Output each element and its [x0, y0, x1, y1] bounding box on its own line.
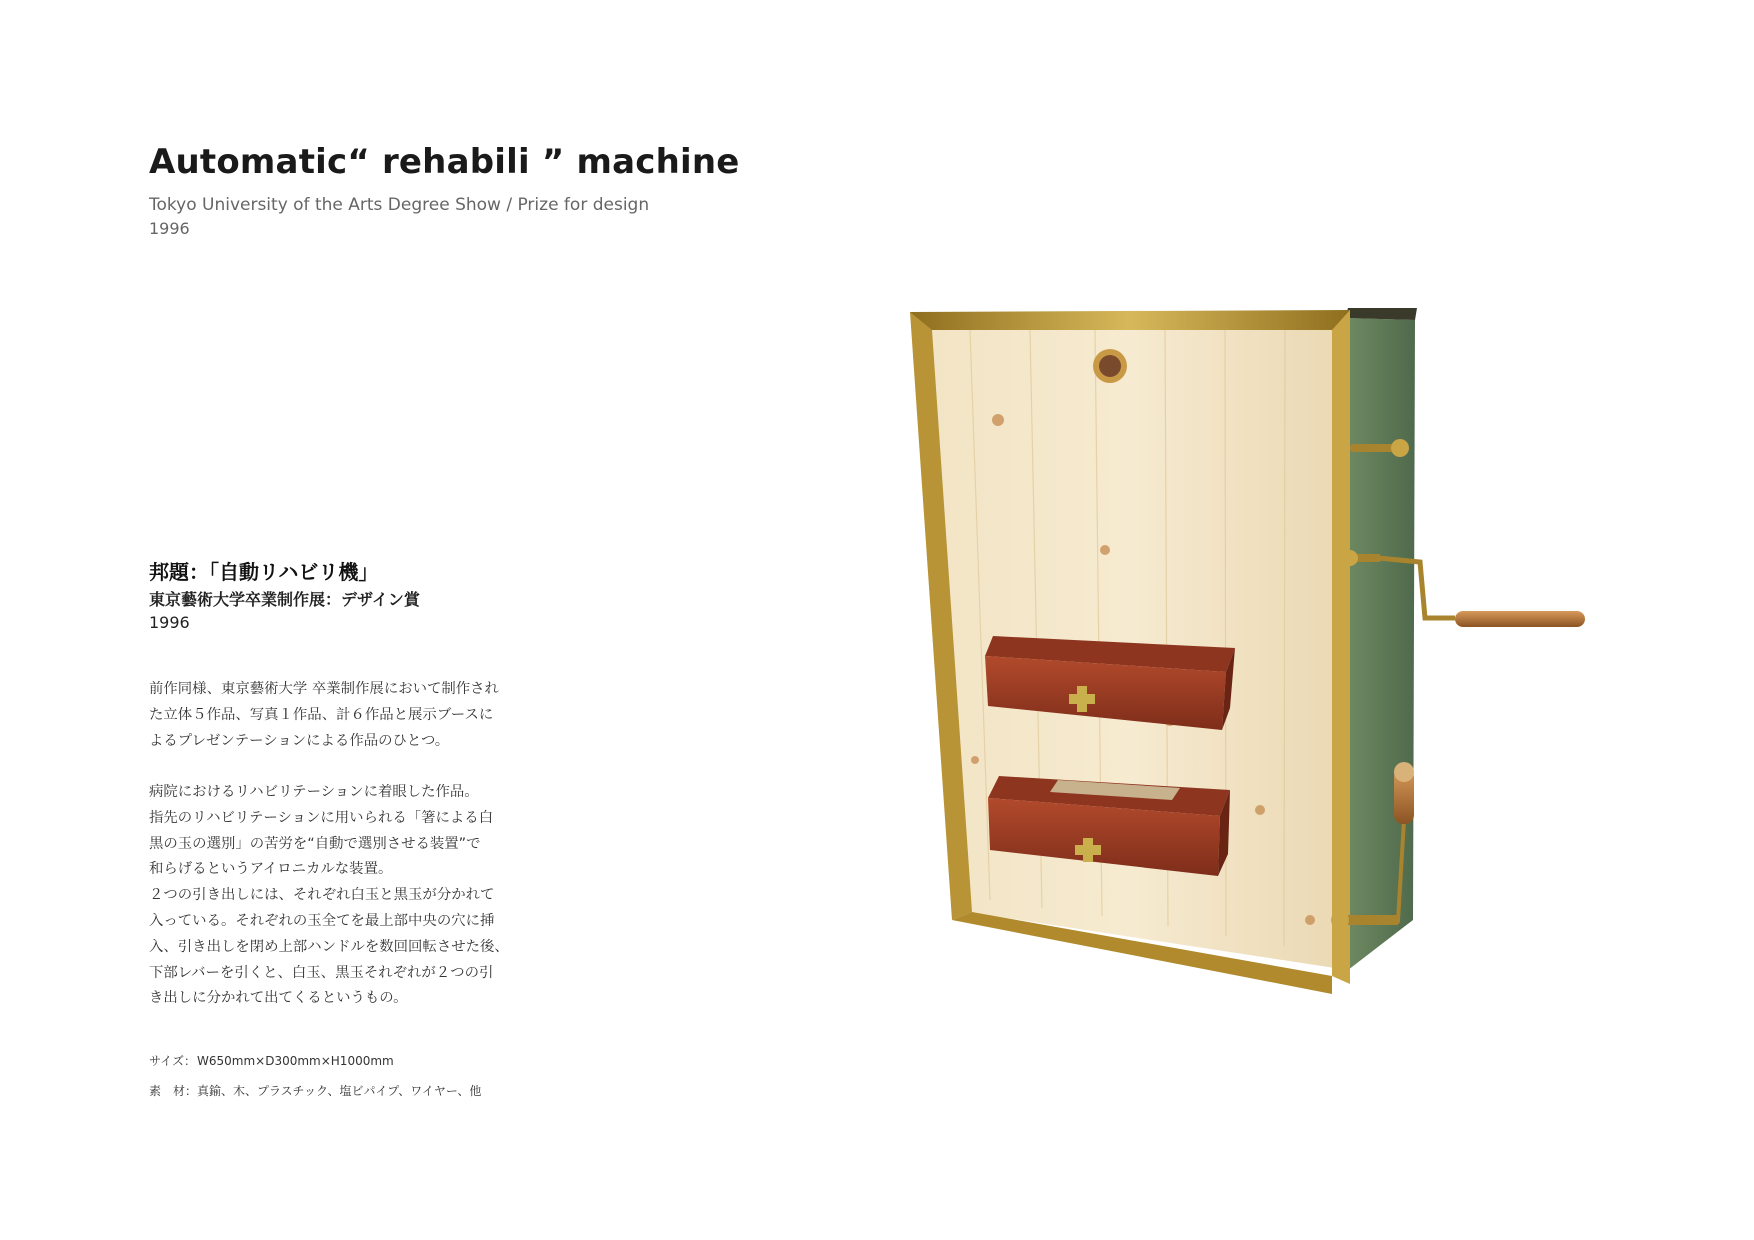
text-line: よるプレゼンテーションによる作品のひとつ。 [149, 732, 450, 749]
text-line: ２つの引き出しには、それぞれ白玉と黒玉が分かれて [149, 887, 495, 904]
spec-size-label: サイズ： [149, 1054, 197, 1068]
japanese-award: 東京藝術大学卒業制作展：デザイン賞 [149, 590, 420, 609]
spec-material-label: 素 材： [149, 1084, 198, 1098]
text-line: 入、引き出しを閉め上部ハンドルを数回回転させた後、 [149, 938, 509, 955]
page-title: Automatic“ rehabili ” machine [149, 142, 740, 182]
text-line: 下部レバーを引くと、白玉、黒玉それぞれが２つの引 [149, 964, 494, 981]
text-line: 病院におけるリハビリテーションに着眼した作品。 [149, 784, 479, 800]
text-line: 指先のリハビリテーションに用いられる「箸による白 [149, 809, 494, 826]
year-en: 1996 [149, 219, 190, 238]
spec-material [149, 1082, 481, 1099]
text-line: 黒の玉の選別」の苦労を“自動で選別させる装置”で [149, 835, 481, 852]
description-paragraph-1 [149, 677, 519, 754]
exhibition-subtitle: Tokyo University of the Arts Degree Show / Prize for design [149, 195, 650, 215]
machine-photo [880, 300, 1640, 1100]
side-panel [1345, 308, 1417, 970]
description-paragraph-2 [149, 780, 519, 1012]
japanese-year: 1996 [149, 613, 190, 632]
text-line: た立体５作品、写真１作品、計６作品と展示ブースに [149, 706, 494, 723]
spec-size [149, 1052, 394, 1069]
text-line: 和らげるというアイロニカルな装置。 [149, 861, 393, 878]
spec-material-value: 真鍮、木、プラスチック、塩ビパイプ、ワイヤー、他 [197, 1084, 482, 1098]
text-line: 前作同様、東京藝術大学 卒業制作展において制作され [149, 681, 499, 697]
japanese-title: 邦題：「自動リハビリ機」 [149, 560, 379, 584]
text-line: 入っている。それぞれの玉全てを最上部中央の穴に挿 [149, 912, 495, 929]
spec-size-value: W650mm×D300mm×H1000mm [197, 1054, 394, 1068]
text-line: き出しに分かれて出てくるというもの。 [149, 990, 408, 1007]
